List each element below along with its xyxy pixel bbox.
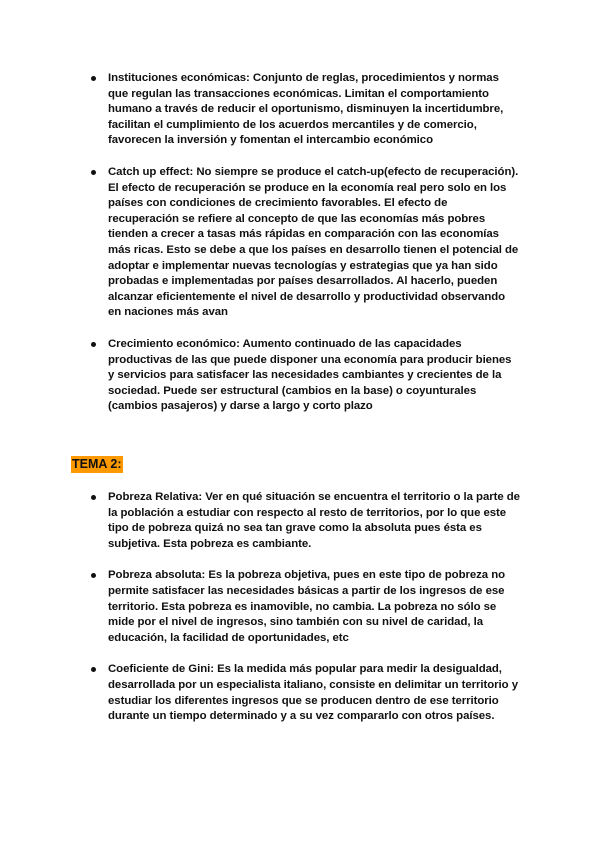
list-item-text: Coeficiente de Gini: Es la medida más popular para medir la desigualdad, desarrollada por un especialista italiano, consiste en delimitar un territorio y estudiar los diferentes ingresos que se producen dentro de ese territorio durante un tiempo determinado y a su vez compararlo con otros países. [108, 663, 518, 723]
list-item [90, 71, 520, 149]
bullet-list-section-2 [90, 490, 520, 741]
bullet-icon [91, 495, 96, 500]
bullet-list-section-1 [90, 71, 520, 431]
bullet-icon [91, 342, 96, 347]
list-item [90, 568, 520, 646]
list-item-text: Crecimiento económico: Aumento continuado de las capacidades productivas de las que puede disponer una economía para producir bienes y servicios para satisfacer las necesidades cambiantes y crecientes de la sociedad. Puede ser estructural (cambios en la base) o coyunturales (cambios pasajeros) y darse a largo y corto plazo [108, 337, 512, 413]
list-item [90, 337, 520, 415]
bullet-icon [91, 170, 96, 175]
bullet-icon [91, 76, 96, 81]
list-item-text: Pobreza Relativa: Ver en qué situación se encuentra el territorio o la parte de la población a estudiar con respecto al resto de territorios, por lo que este tipo de pobreza quizá no sea tan grave como la absoluta pues ésta es subjetiva. Esta pobreza es cambiante. [108, 491, 520, 550]
bullet-icon [91, 667, 96, 672]
list-item [90, 490, 520, 552]
list-item-text: Instituciones económicas: Conjunto de reglas, procedimientos y normas que regulan las transacciones económicas. Limitan el comportamiento humano a través de reducir el oportunismo, disminuyen la incertidumbre, facilitan el cumplimiento de los acuerdos mercantiles y de comercio, favorecen la inversión y fomentan el intercambio económico [108, 72, 504, 147]
list-item [90, 165, 520, 321]
list-item-text: Catch up effect: No siempre se produce el catch-up(efecto de recuperación). El efecto de recuperación se produce en la economía real pero solo en los países con condiciones de crecimiento favorables. El efecto de recuperación se refiere al concepto de que las economías más pobres tienden a crecer a tasas más rápidas en comparación con las economías más ricas. Esto se debe a que los países en desarrollo tienen el potencial de adoptar e implementar nuevas tecnologías y estrategias que ya han sido probadas e implementadas por países desarrollados. Al hacerlo, pueden alcanzar eficientemente el nivel de desarrollo y productividad observando en naciones más avan [108, 165, 519, 319]
section-heading: TEMA 2: [72, 457, 122, 471]
list-item-text: Pobreza absoluta: Es la pobreza objetiva, pues en este tipo de pobreza no permite satisfacer las necesidades básicas a partir de los ingresos de ese territorio. Esta pobreza es inamovible, no cambia. La pobreza no sólo se mide por el nivel de ingresos, sino también con su nivel de caridad, la educación, la facilidad de oportunidades, etc [108, 569, 506, 644]
bullet-icon [91, 573, 96, 578]
list-item [90, 662, 520, 724]
